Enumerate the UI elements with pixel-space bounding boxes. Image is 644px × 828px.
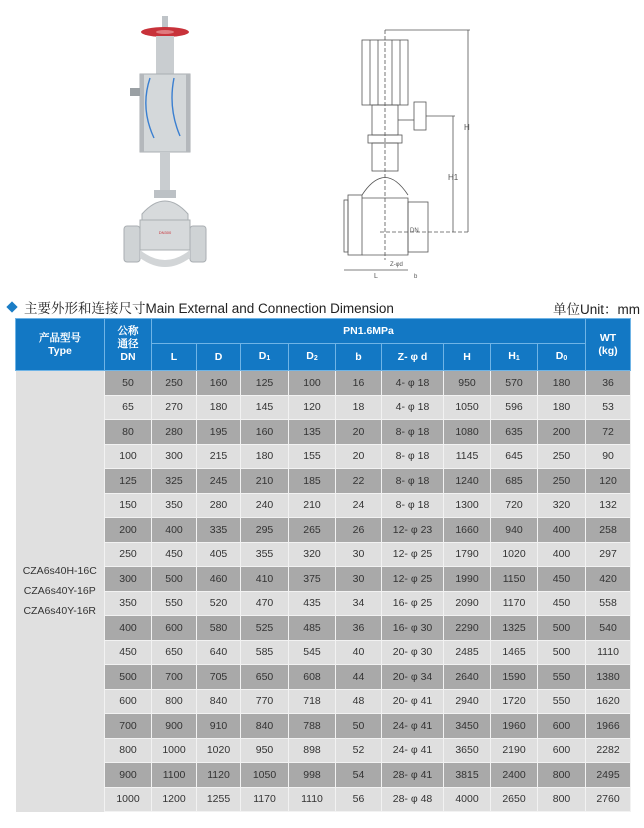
table-cell: 788 <box>289 714 336 739</box>
table-cell: 4- φ 18 <box>382 371 444 396</box>
table-cell: 12- φ 25 <box>382 542 444 567</box>
table-cell: 200 <box>105 518 152 543</box>
table-cell: 2940 <box>444 689 491 714</box>
table-cell: 53 <box>586 395 631 420</box>
valve-photo <box>110 8 220 280</box>
table-cell: 350 <box>152 493 197 518</box>
table-cell: 8- φ 18 <box>382 444 444 469</box>
table-cell: 28- φ 48 <box>382 787 444 812</box>
table-cell: 550 <box>538 689 586 714</box>
type-label: CZA6s40Y-16P <box>23 585 96 598</box>
table-cell: 640 <box>197 640 241 665</box>
table-cell: 485 <box>289 616 336 641</box>
table-cell: 1380 <box>586 665 631 690</box>
table-cell: 800 <box>538 763 586 788</box>
table-cell: 1000 <box>152 738 197 763</box>
table-cell: 1325 <box>491 616 538 641</box>
table-cell: 400 <box>538 542 586 567</box>
table-cell: 8- φ 18 <box>382 420 444 445</box>
table-cell: 1000 <box>105 787 152 812</box>
table-cell: 18 <box>336 395 382 420</box>
table-cell: 1145 <box>444 444 491 469</box>
table-cell: 1300 <box>444 493 491 518</box>
table-cell: 12- φ 25 <box>382 567 444 592</box>
table-cell: 50 <box>105 371 152 396</box>
table-cell: 145 <box>241 395 289 420</box>
table-cell: 450 <box>105 640 152 665</box>
table-cell: 1200 <box>152 787 197 812</box>
table-cell: 1110 <box>586 640 631 665</box>
table-cell: 36 <box>336 616 382 641</box>
table-cell: 1990 <box>444 567 491 592</box>
table-cell: 120 <box>289 395 336 420</box>
table-cell: 570 <box>491 371 538 396</box>
table-cell: 280 <box>197 493 241 518</box>
header-h: H <box>444 344 491 371</box>
table-cell: 2760 <box>586 787 631 812</box>
table-cell: 26 <box>336 518 382 543</box>
table-cell: 1050 <box>444 395 491 420</box>
table-cell: 3815 <box>444 763 491 788</box>
table-cell: 400 <box>105 616 152 641</box>
table-cell: 72 <box>586 420 631 445</box>
table-cell: 270 <box>152 395 197 420</box>
table-cell: 335 <box>197 518 241 543</box>
table-row <box>16 665 631 690</box>
dimension-table <box>15 318 631 812</box>
table-cell: 295 <box>241 518 289 543</box>
table-cell: 910 <box>197 714 241 739</box>
table-cell: 120 <box>586 469 631 494</box>
table-cell: 280 <box>152 420 197 445</box>
table-cell: 16- φ 25 <box>382 591 444 616</box>
table-cell: 320 <box>289 542 336 567</box>
table-cell: 8- φ 18 <box>382 469 444 494</box>
table-cell: 48 <box>336 689 382 714</box>
table-cell: 600 <box>538 714 586 739</box>
table-row <box>16 714 631 739</box>
table-cell: 132 <box>586 493 631 518</box>
table-cell: 1020 <box>491 542 538 567</box>
table-cell: 600 <box>538 738 586 763</box>
drawing-label-dn: DN <box>410 228 419 234</box>
table-cell: 720 <box>491 493 538 518</box>
header-h1: $H_1$ <box>491 344 538 371</box>
table-cell: 325 <box>152 469 197 494</box>
table-cell: 645 <box>491 444 538 469</box>
table-cell: 80 <box>105 420 152 445</box>
table-cell: 24- φ 41 <box>382 738 444 763</box>
table-cell: 54 <box>336 763 382 788</box>
table-row <box>16 493 631 518</box>
table-cell: 650 <box>152 640 197 665</box>
table-cell: 1240 <box>444 469 491 494</box>
table-cell: 420 <box>586 567 631 592</box>
table-cell: 635 <box>491 420 538 445</box>
table-cell: 500 <box>538 616 586 641</box>
table-cell: 180 <box>538 395 586 420</box>
table-cell: 1100 <box>152 763 197 788</box>
table-cell: 210 <box>241 469 289 494</box>
table-cell: 20- φ 34 <box>382 665 444 690</box>
table-cell: 650 <box>241 665 289 690</box>
table-cell: 898 <box>289 738 336 763</box>
table-row <box>16 591 631 616</box>
table-cell: 1080 <box>444 420 491 445</box>
table-row <box>16 763 631 788</box>
table-cell: 400 <box>538 518 586 543</box>
table-cell: 250 <box>538 444 586 469</box>
drawing-label-h1: H1 <box>448 173 459 182</box>
table-cell: 608 <box>289 665 336 690</box>
table-cell: 50 <box>336 714 382 739</box>
table-cell: 1120 <box>197 763 241 788</box>
table-row <box>16 469 631 494</box>
drawing-label-zd: Z-φd <box>390 262 403 268</box>
table-cell: 770 <box>241 689 289 714</box>
header-pressure: PN1.6MPa <box>152 319 586 344</box>
table-cell: 320 <box>538 493 586 518</box>
table-cell: 1050 <box>241 763 289 788</box>
table-cell: 16 <box>336 371 382 396</box>
table-cell: 265 <box>289 518 336 543</box>
type-label: CZA6s40H-16C <box>22 565 97 578</box>
table-cell: 900 <box>152 714 197 739</box>
table-cell: 2282 <box>586 738 631 763</box>
table-cell: 4- φ 18 <box>382 395 444 420</box>
table-cell: 460 <box>197 567 241 592</box>
table-cell: 215 <box>197 444 241 469</box>
table-cell: 2400 <box>491 763 538 788</box>
table-cell: 2650 <box>491 787 538 812</box>
table-cell: 210 <box>289 493 336 518</box>
table-row <box>16 542 631 567</box>
table-cell: 1255 <box>197 787 241 812</box>
table-cell: 2495 <box>586 763 631 788</box>
table-cell: 250 <box>105 542 152 567</box>
table-cell: 30 <box>336 542 382 567</box>
table-cell: 180 <box>197 395 241 420</box>
drawing-label-h: H <box>464 123 470 132</box>
header-d: D <box>197 344 241 371</box>
table-cell: 44 <box>336 665 382 690</box>
table-cell: 195 <box>197 420 241 445</box>
header-d2: $D_2$ <box>289 344 336 371</box>
table-cell: 65 <box>105 395 152 420</box>
table-cell: 90 <box>586 444 631 469</box>
table-row <box>16 689 631 714</box>
table-cell: 1966 <box>586 714 631 739</box>
table-cell: 600 <box>152 616 197 641</box>
table-cell: 540 <box>586 616 631 641</box>
table-row <box>16 395 631 420</box>
section-title <box>4 298 394 316</box>
table-cell: 3650 <box>444 738 491 763</box>
table-cell: 250 <box>152 371 197 396</box>
table-cell: 558 <box>586 591 631 616</box>
table-cell: 840 <box>241 714 289 739</box>
table-cell: 1465 <box>491 640 538 665</box>
table-cell: 36 <box>586 371 631 396</box>
table-cell: 24- φ 41 <box>382 714 444 739</box>
table-cell: 450 <box>538 591 586 616</box>
table-cell: 580 <box>197 616 241 641</box>
table-row <box>16 420 631 445</box>
table-cell: 3450 <box>444 714 491 739</box>
table-cell: 355 <box>241 542 289 567</box>
table-cell: 2485 <box>444 640 491 665</box>
table-row <box>16 371 631 396</box>
table-cell: 1790 <box>444 542 491 567</box>
table-cell: 950 <box>241 738 289 763</box>
table-cell: 150 <box>105 493 152 518</box>
table-cell: 1590 <box>491 665 538 690</box>
table-row <box>16 616 631 641</box>
table-cell: 550 <box>152 591 197 616</box>
table-cell: 1110 <box>289 787 336 812</box>
table-cell: 1020 <box>197 738 241 763</box>
table-cell: 56 <box>336 787 382 812</box>
table-cell: 1150 <box>491 567 538 592</box>
table-row <box>16 567 631 592</box>
table-cell: 950 <box>444 371 491 396</box>
table-cell: 30 <box>336 567 382 592</box>
table-cell: 1660 <box>444 518 491 543</box>
table-cell: 600 <box>105 689 152 714</box>
table-cell: 28- φ 41 <box>382 763 444 788</box>
table-cell: 435 <box>289 591 336 616</box>
type-cell <box>16 371 105 812</box>
table-cell: 500 <box>538 640 586 665</box>
table-cell: 100 <box>105 444 152 469</box>
table-cell: 300 <box>152 444 197 469</box>
table-cell: 12- φ 23 <box>382 518 444 543</box>
table-cell: 685 <box>491 469 538 494</box>
table-body <box>16 371 631 812</box>
header-d0: $D_0$ <box>538 344 586 371</box>
table-cell: 940 <box>491 518 538 543</box>
header-b: b <box>336 344 382 371</box>
table-row <box>16 787 631 812</box>
drawing-label-b: b <box>414 274 418 280</box>
table-cell: 160 <box>197 371 241 396</box>
header-z-phi-d: Z- φ d <box>382 344 444 371</box>
table-cell: 258 <box>586 518 631 543</box>
header-dn: 公称 通径 DN <box>105 319 152 371</box>
table-cell: 135 <box>289 420 336 445</box>
table-cell: 450 <box>152 542 197 567</box>
table-cell: 585 <box>241 640 289 665</box>
table-cell: 185 <box>289 469 336 494</box>
table-cell: 1170 <box>491 591 538 616</box>
unit-label: 单位Unit：mm <box>553 302 640 317</box>
header-d1: $D_1$ <box>241 344 289 371</box>
table-cell: 450 <box>538 567 586 592</box>
section-title-text: 主要外形和连接尺寸Main External and Connection Dimension <box>24 301 394 316</box>
table-cell: 155 <box>289 444 336 469</box>
table-cell: 800 <box>152 689 197 714</box>
table-cell: 350 <box>105 591 152 616</box>
diamond-icon <box>6 301 17 312</box>
table-cell: 125 <box>241 371 289 396</box>
table-cell: 400 <box>152 518 197 543</box>
table-cell: 180 <box>538 371 586 396</box>
table-cell: 40 <box>336 640 382 665</box>
drawing-label-l: L <box>374 273 378 280</box>
table-row <box>16 518 631 543</box>
table-cell: 297 <box>586 542 631 567</box>
table-cell: 125 <box>105 469 152 494</box>
table-cell: 700 <box>152 665 197 690</box>
table-cell: 800 <box>105 738 152 763</box>
table-cell: 8- φ 18 <box>382 493 444 518</box>
table-cell: 240 <box>241 493 289 518</box>
table-cell: 20 <box>336 444 382 469</box>
type-label: CZA6s40Y-16R <box>23 605 97 618</box>
table-cell: 180 <box>241 444 289 469</box>
table-cell: 1720 <box>491 689 538 714</box>
table-cell: 200 <box>538 420 586 445</box>
table-cell: 1960 <box>491 714 538 739</box>
table-cell: 1170 <box>241 787 289 812</box>
table-cell: 160 <box>241 420 289 445</box>
svg-text:DN300: DN300 <box>158 230 172 235</box>
table-cell: 2190 <box>491 738 538 763</box>
table-cell: 20- φ 30 <box>382 640 444 665</box>
table-cell: 900 <box>105 763 152 788</box>
table-cell: 525 <box>241 616 289 641</box>
header-type: 产品型号 Type <box>16 319 105 371</box>
table-cell: 470 <box>241 591 289 616</box>
table-cell: 2090 <box>444 591 491 616</box>
table-cell: 300 <box>105 567 152 592</box>
table-cell: 52 <box>336 738 382 763</box>
table-cell: 800 <box>538 787 586 812</box>
table-cell: 4000 <box>444 787 491 812</box>
table-cell: 16- φ 30 <box>382 616 444 641</box>
table-cell: 550 <box>538 665 586 690</box>
table-cell: 405 <box>197 542 241 567</box>
table-cell: 545 <box>289 640 336 665</box>
table-cell: 20 <box>336 420 382 445</box>
table-cell: 596 <box>491 395 538 420</box>
table-row <box>16 444 631 469</box>
table-cell: 1620 <box>586 689 631 714</box>
header-l: L <box>152 344 197 371</box>
valve-drawing <box>340 20 480 282</box>
table-cell: 2290 <box>444 616 491 641</box>
table-cell: 250 <box>538 469 586 494</box>
table-cell: 22 <box>336 469 382 494</box>
table-cell: 500 <box>105 665 152 690</box>
table-cell: 998 <box>289 763 336 788</box>
table-cell: 24 <box>336 493 382 518</box>
table-cell: 705 <box>197 665 241 690</box>
table-cell: 34 <box>336 591 382 616</box>
table-cell: 2640 <box>444 665 491 690</box>
table-cell: 520 <box>197 591 241 616</box>
table-row <box>16 738 631 763</box>
header-wt: WT (kg) <box>586 319 631 371</box>
table-cell: 375 <box>289 567 336 592</box>
table-cell: 100 <box>289 371 336 396</box>
table-cell: 20- φ 41 <box>382 689 444 714</box>
table-cell: 700 <box>105 714 152 739</box>
table-cell: 410 <box>241 567 289 592</box>
table-cell: 840 <box>197 689 241 714</box>
table-cell: 245 <box>197 469 241 494</box>
table-row <box>16 640 631 665</box>
table-cell: 718 <box>289 689 336 714</box>
table-cell: 500 <box>152 567 197 592</box>
